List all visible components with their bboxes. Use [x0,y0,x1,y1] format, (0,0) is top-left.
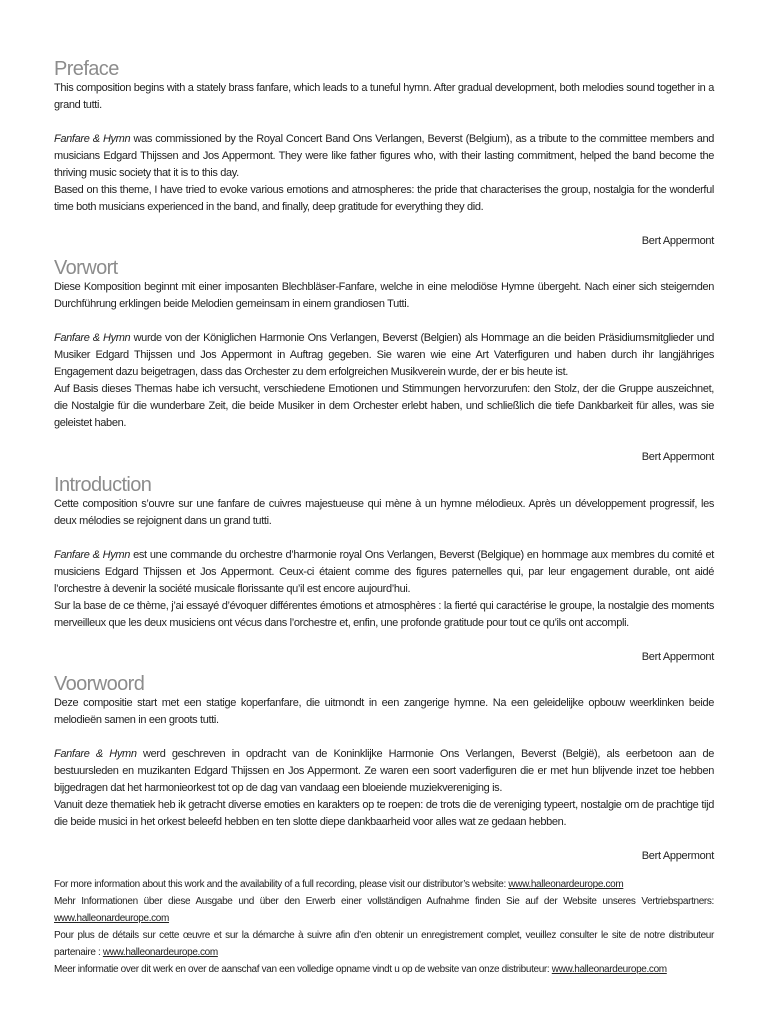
footer-line-en [54,876,714,893]
distributor-link[interactable]: www.halleonardeurope.com [102,947,218,958]
footer-text: For more information about this work and the availability of a full recording, please visit our distributor’s website: [54,879,509,890]
section-heading: Voorwoord [54,673,145,695]
signature: Bert Appermont [641,850,714,862]
paragraph [54,330,714,381]
signature: Bert Appermont [641,651,714,663]
signature: Bert Appermont [641,235,714,247]
footer-line-de [54,893,714,927]
paragraph: Auf Basis dieses Themas habe ich versucht, verschiedene Emotionen und Stimmungen hervorzurufen: den Stolz, der die Gruppe auszeichnet, die Nostalgie für die wunderbare Zeit, die beide Musiker in dem Orchester erlebt haben, und schließlich die tiefe Dankbarkeit für alles, was sie geleistet haben. [54,383,714,429]
distributor-link[interactable]: www.halleonardeurope.com [551,964,667,975]
paragraph: Diese Komposition beginnt mit einer imposanten Blechbläser-Fanfare, welche in eine melodiöse Hymne übergeht. Nach einer sich steigernden Durchführung erklingen beide Melodien gemeinsam in einem grandiosen Tutti. [54,281,714,310]
paragraph: Vanuit deze thematiek heb ik getracht diverse emoties en karakters op te roepen: de trots die de vereniging typeert, nostalgie om de prachtige tijd die beide musici in het orkest beleefd hebben en ten slotte diepe dankbaarheid voor alles wat ze gedaan hebben. [54,799,714,828]
work-title: Fanfare & Hymn [54,549,131,561]
paragraph: Based on this theme, I have tried to evoke various emotions and atmospheres: the pride that characterises the group, nostalgia for the wonderful time both musicians experienced in the band, and finally, deep gratitude for everything they did. [54,184,714,213]
section-introduction [54,474,714,666]
work-title: Fanfare & Hymn [54,133,131,145]
work-title: Fanfare & Hymn [54,748,137,760]
work-title: Fanfare & Hymn [54,332,131,344]
footer-line-fr [54,927,714,961]
paragraph: Sur la base de ce thème, j’ai essayé d’évoquer différentes émotions et atmosphères : la fierté qui caractérise le groupe, la nostalgie des moments merveilleux que les deux musiciens ont vécus dans l’orchestre et, enfin, une profonde gratitude pour tout ce qu’ils ont accompli. [54,600,714,629]
distributor-link[interactable]: www.halleonardeurope.com [508,879,624,890]
section-preface [54,58,714,250]
footer-line-nl [54,961,714,978]
paragraph [54,131,714,182]
paragraph [54,746,714,797]
paragraph-text: est une commande du orchestre d’harmonie royal Ons Verlangen, Beverst (Belgique) en hommage aux membres du comité et musiciens Edgard Thijssen et Jos Appermont. Ceux-ci étaient comme des figures paternelles qui, par leur engagement durable, ont aidé l’orchestre à devenir la société musicale florissante qu’il est encore aujourd’hui. [54,549,715,595]
distributor-link[interactable]: www.halleonardeurope.com [54,913,170,924]
section-vorwort [54,257,714,466]
paragraph-text: wurde von der Königlichen Harmonie Ons Verlangen, Beverst (Belgien) als Hommage an die beiden Präsidiumsmitglieder und Musiker Edgard Thijssen und Jos Appermont in Auftrag gegeben. Sie waren wie eine Art Vaterfiguren und haben durch ihr langjähriges Engagement dazu beigetragen, dass das Orchester zu dem erfolgreichen Musikverein wurde, der er bis heute ist. [54,332,714,378]
paragraph-text: werd geschreven in opdracht van de Koninklijke Harmonie Ons Verlangen, Beverst (België), als eerbetoon aan de bestuursleden en muzikanten Edgard Thijssen en Jos Appermont. Ze waren een soort vaderfiguren die er met hun blijvende inzet toe hebben bijgedragen dat het harmonieorkest tot op de dag van vandaag een bloeiende muziekvereniging is. [54,748,715,794]
paragraph: Deze compositie start met een statige koperfanfare, die uitmondt in een zangerige hymne. Na een geleidelijke opbouw weerklinken beide melodieën samen in een groots tutti. [54,697,714,726]
section-heading: Preface [54,58,119,80]
footer-text: Mehr Informationen über diese Ausgabe und über den Erwerb einer vollständigen Aufnahme finden Sie auf der Website unseres Vertriebspartners: [54,896,714,907]
footer-text: Meer informatie over dit werk en over de aanschaf van een volledige opname vindt u op de website van onze distributeur: [54,964,552,975]
paragraph: This composition begins with a stately brass fanfare, which leads to a tuneful hymn. After gradual development, both melodies sound together in a grand tutti. [54,82,714,111]
footer-text: Pour plus de détails sur cette œuvre et sur la démarche à suivre afin d’en obtenir un enregistrement complet, veuillez consulter le site de notre distributeur partenaire : [54,930,714,958]
distributor-info [54,876,714,978]
section-heading: Vorwort [54,257,118,279]
paragraph [54,547,714,598]
section-heading: Introduction [54,474,152,496]
signature: Bert Appermont [641,451,714,463]
paragraph: Cette composition s’ouvre sur une fanfare de cuivres majestueuse qui mène à un hymne mélodieux. Après un développement progressif, les deux mélodies se rejoignent dans un grand tutti. [54,498,714,527]
section-voorwoord [54,673,714,865]
paragraph-text: was commissioned by the Royal Concert Band Ons Verlangen, Beverst (Belgium), as a tribute to the committee members and musicians Edgard Thijssen and Jos Appermont. They were like father figures who, with their lasting commitment, helped the band become the thriving music society that it is to this day. [54,133,714,179]
